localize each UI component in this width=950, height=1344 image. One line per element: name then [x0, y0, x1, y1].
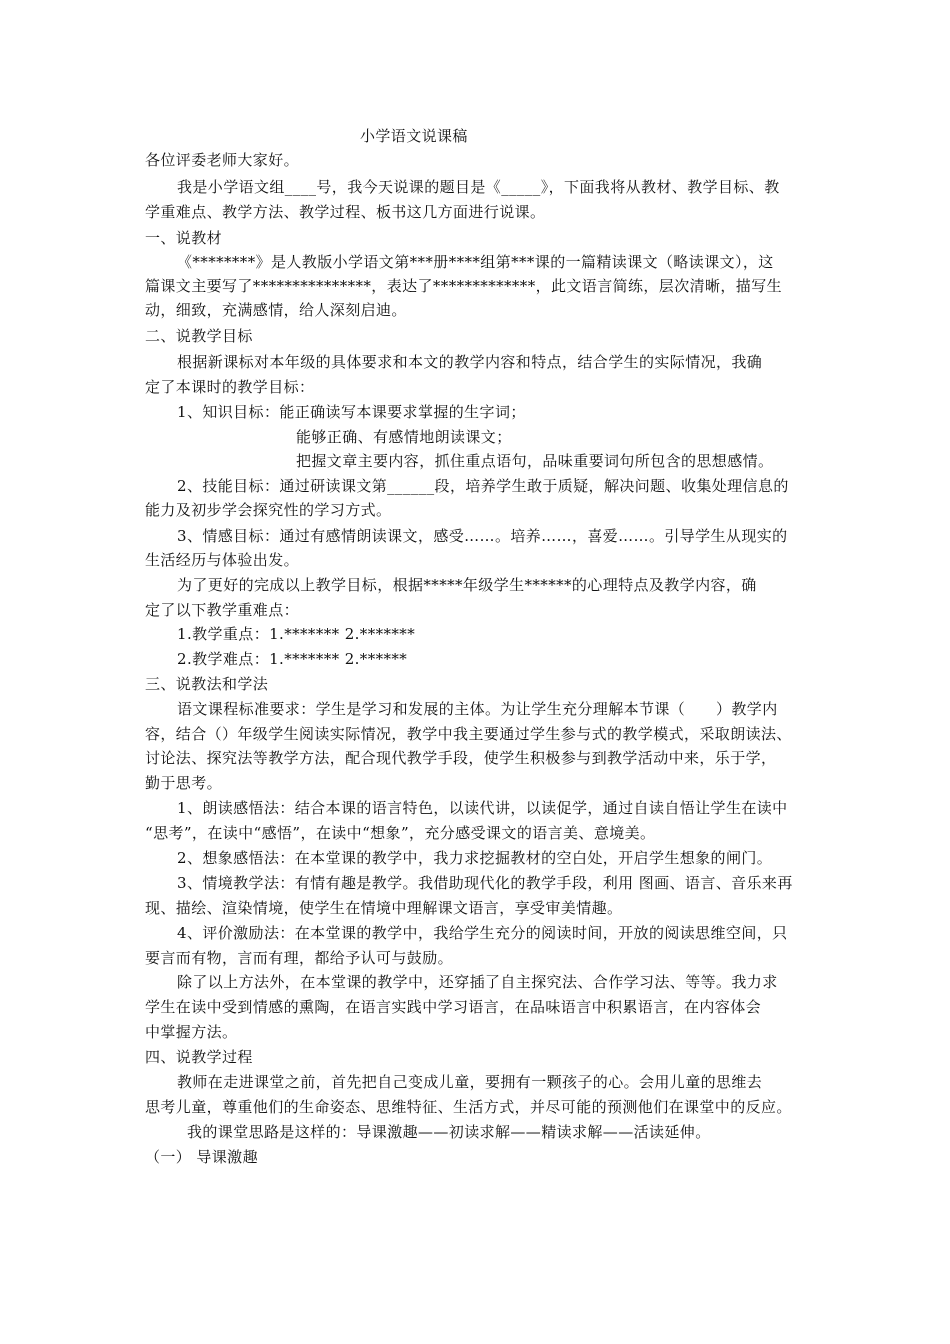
list-item-continuation: 把握文章主要内容，抓住重点语句，品味重要词句所包含的思想感情。 [296, 452, 774, 470]
list-item-continuation: 能够正确、有感情地朗读课文； [296, 428, 512, 446]
paragraph-line: 现、描绘、渲染情境，使学生在情境中理解课文语言，享受审美情趣。 [145, 899, 623, 917]
greeting-line: 各位评委老师大家好。 [145, 151, 300, 169]
list-item: 1、知识目标：能正确读写本课要求掌握的生字词； [177, 403, 526, 421]
subsection-heading: （一） 导课激趣 [145, 1148, 258, 1166]
paragraph-line: 学重难点、教学方法、教学过程、板书这几方面进行说课。 [145, 203, 546, 221]
paragraph-line: 语文课程标准要求：学生是学习和发展的主体。为让学生充分理解本节课（ ）教学内 [177, 700, 778, 718]
paragraph-line: 定了本课时的教学目标： [145, 378, 315, 396]
paragraph-line: 生活经历与体验出发。 [145, 551, 300, 569]
section-heading: 一、说教材 [145, 229, 223, 247]
list-item: 3、情境教学法：有情有趣是教学。我借助现代化的教学手段，利用 图画、语言、音乐来再 [177, 874, 793, 892]
list-item: 1、朗读感悟法：结合本课的语言特色，以读代讲，以读促学，通过自读自悟让学生在读中 [177, 799, 788, 817]
list-item: 4、评价激励法：在本堂课的教学中，我给学生充分的阅读时间，开放的阅读思维空间，只 [177, 924, 788, 942]
paragraph-line: 我的课堂思路是这样的：导课激趣——初读求解——精读求解——活读延伸。 [187, 1123, 711, 1141]
paragraph-line: 容，结合（）年级学生阅读实际情况，教学中我主要通过学生参与式的教学模式，采取朗读法、 [145, 725, 792, 743]
paragraph-line: 中掌握方法。 [145, 1023, 238, 1041]
paragraph-line: 除了以上方法外，在本堂课的教学中，还穿插了自主探究法、合作学习法、等等。我力求 [177, 973, 778, 991]
section-heading: 二、说教学目标 [145, 327, 253, 345]
paragraph-line: 《********》是人教版小学语文第***册****组第***课的一篇精读课文（略读课文），这 [177, 253, 774, 271]
paragraph-line: 定了以下教学重难点： [145, 601, 300, 619]
paragraph-line: 动，细致，充满感情，给人深刻启迪。 [145, 301, 407, 319]
paragraph-line: 教师在走进课堂之前，首先把自己变成儿童，要拥有一颗孩子的心。会用儿童的思维去 [177, 1073, 763, 1091]
document-title: 小学语文说课稿 [360, 127, 468, 145]
list-item: 1.教学重点：1.******* 2.******* [177, 625, 416, 643]
paragraph-line: 能力及初步学会探究性的学习方式。 [145, 501, 392, 519]
paragraph-line: 学生在读中受到情感的熏陶，在语言实践中学习语言，在品味语言中积累语言，在内容体会 [145, 998, 762, 1016]
list-item: 3、情感目标：通过有感情朗读课文，感受……。培养……，喜爱……。引导学生从现实的 [177, 527, 788, 545]
paragraph-line: 讨论法、探究法等教学方法，配合现代教学手段，使学生积极参与到教学活动中来，乐于学， [145, 749, 777, 767]
paragraph-line: “思考”，在读中“感悟”，在读中“想象”，充分感受课文的语言美、意境美。 [145, 824, 656, 842]
list-item: 2.教学难点：1.******* 2.****** [177, 650, 408, 668]
paragraph-line: 思考儿童，尊重他们的生命姿态、思维特征、生活方式，并尽可能的预测他们在课堂中的反应。 [145, 1098, 792, 1116]
paragraph-line: 我是小学语文组____号，我今天说课的题目是《_____》，下面我将从教材、教学目标、教 [177, 178, 780, 196]
paragraph-line: 要言而有物，言而有理，都给予认可与鼓励。 [145, 949, 454, 967]
section-heading: 三、说教法和学法 [145, 675, 269, 693]
list-item: 2、技能目标：通过研读课文第______段，培养学生敢于质疑，解决问题、收集处理信息的 [177, 477, 789, 495]
paragraph-line: 篇课文主要写了***************，表达了*************，此文语言简练，层次清晰，描写生 [145, 277, 783, 295]
section-heading: 四、说教学过程 [145, 1048, 253, 1066]
paragraph-line: 根据新课标对本年级的具体要求和本文的教学内容和特点，结合学生的实际情况，我确 [177, 353, 763, 371]
list-item: 2、想象感悟法：在本堂课的教学中，我力求挖掘教材的空白处，开启学生想象的闸门。 [177, 849, 773, 867]
paragraph-line: 勤于思考。 [145, 774, 223, 792]
paragraph-line: 为了更好的完成以上教学目标，根据*****年级学生******的心理特点及教学内容，确 [177, 576, 757, 594]
